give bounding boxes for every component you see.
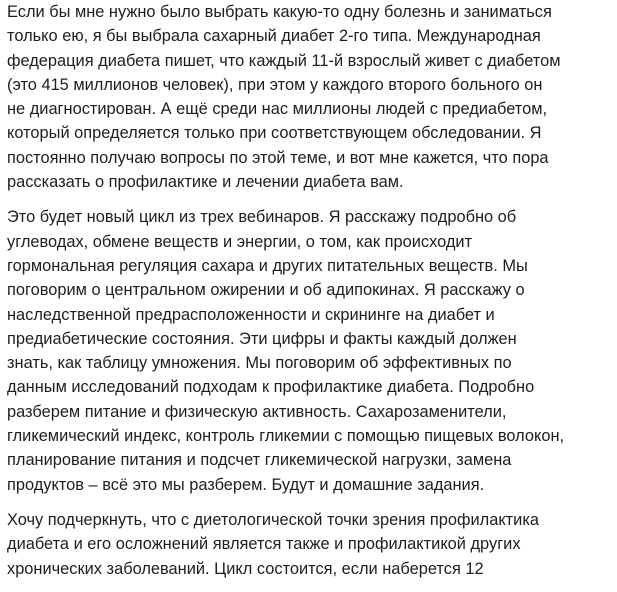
post-text-line: поговорим о центральном ожирении и об адипокинах. Я расскажу о bbox=[7, 281, 525, 300]
post-text-line: углеводах, обмене веществ и энергии, о том, как происходит bbox=[7, 232, 473, 251]
post-paragraph-1 bbox=[7, 0, 613, 194]
post-text-line: гликемический индекс, контроль гликемии с помощью пищевых волокон, bbox=[7, 427, 565, 446]
post-text-line: разберем питание и физическую активность. Сахарозаменители, bbox=[7, 402, 507, 421]
post-text-line: федерация диабета пишет, что каждый 11-й взрослый живет с диабетом bbox=[7, 51, 561, 70]
post-text-line: постоянно получаю вопросы по этой теме, и вот мне кажется, что пора bbox=[7, 148, 549, 167]
post-body bbox=[7, 0, 613, 592]
post-text-line: планирование питания и подсчет гликемической нагрузки, замена bbox=[7, 451, 512, 470]
post-paragraph-2 bbox=[7, 205, 613, 497]
post-text-line: предиабетические состояния. Эти цифры и факты каждый должен bbox=[7, 329, 517, 348]
post-paragraph-3 bbox=[7, 508, 613, 581]
post-text-line: знать, как таблицу умножения. Мы поговорим об эффективных по bbox=[7, 354, 512, 373]
post-text-line: не диагностирован. А ещё среди нас миллионы людей с предиабетом, bbox=[7, 100, 548, 119]
post-text-line: продуктов – всё это мы разберем. Будут и домашние задания. bbox=[7, 475, 485, 494]
post-text-line: гормональная регуляция сахара и других питательных веществ. Мы bbox=[7, 256, 528, 275]
post-text-line: который определяется только при соответствующем обследовании. Я bbox=[7, 124, 542, 143]
post-text-line: наследственной предрасположенности и скрининге на диабет и bbox=[7, 305, 495, 324]
post-text-line: диабета и его осложнений является также и профилактикой других bbox=[7, 535, 521, 554]
post-text-line: Это будет новый цикл из трех вебинаров. Я расскажу подробно об bbox=[7, 208, 517, 227]
post-text-line: Хочу подчеркнуть, что с диетологической точки зрения профилактика bbox=[7, 510, 539, 529]
post-text-line: только ею, я бы выбрала сахарный диабет 2-го типа. Международная bbox=[7, 27, 541, 46]
post-text-line: Если бы мне нужно было выбрать какую-то одну болезнь и заниматься bbox=[7, 3, 552, 21]
post-text-line: данным исследований подходам к профилактике диабета. Подробно bbox=[7, 378, 535, 397]
post-text-line: хронических заболеваний. Цикл состоится, если наберется 12 bbox=[7, 559, 484, 578]
post-text-line: рассказать о профилактике и лечении диабета вам. bbox=[7, 173, 404, 192]
post-text-line: (это 415 миллионов человек), при этом у каждого второго больного он bbox=[7, 75, 543, 94]
